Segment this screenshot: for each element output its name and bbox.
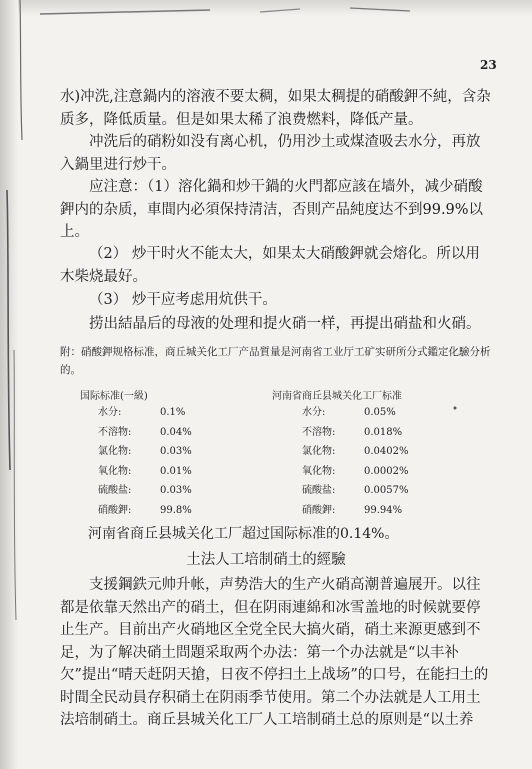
row-label: 氧化物: xyxy=(98,465,132,477)
paragraph-mother-liquor: 捞出結晶后的母液的处理和提火硝一样，再提出硝盐和火硝。 xyxy=(89,316,481,332)
table-row xyxy=(98,462,192,482)
row-value: 0.03% xyxy=(160,485,192,497)
factory-standard-table xyxy=(302,403,409,521)
row-label: 硝酸鉀: xyxy=(302,504,336,516)
row-value: 99.8% xyxy=(160,504,192,516)
row-value: 0.018% xyxy=(364,426,403,438)
row-value: 0.03% xyxy=(160,446,192,458)
section-title: 土法人工培制硝土的經驗 xyxy=(186,552,346,568)
row-label: 硝酸鉀: xyxy=(98,504,132,516)
table-row xyxy=(302,423,409,443)
paragraph-drying: 冲洗后的硝粉如没有离心机，仍用沙土或煤渣吸去水分，再放入鍋里进行炒干。 xyxy=(60,134,481,173)
section-body: 支援鋼鉄元帅升帐，声势浩大的生产火硝高潮普遍展开。以往都是依靠天然出产的硝土，但在阴雨連綿和冰雪盖地的时候就要停止生产。目前出产火硝地区全党全民大搞火硝，硝土来源更感到不足，为了解决硝土問題采取两个办法：第一个办法就是“以丰补欠”提出“晴天赶阴天搶，日夜不停扫土上战场”的口号，在能扫土的时間全民动員存积硝土在阴雨季节使用。第二个办法就是人工用土法培制硝土。商丘县城关化工厂人工培制硝土总的原则是“以土养 xyxy=(60,577,489,728)
row-value: 99.94% xyxy=(364,504,403,516)
row-label: 硫酸盐: xyxy=(302,485,336,497)
row-label: 水分: xyxy=(302,407,326,418)
row-label: 不溶物: xyxy=(98,426,132,438)
paragraph-rinsing: 水)冲洗,注意鍋内的溶液不要太稠，如果太稠提的硝酸鉀不純，含杂质多，降低质量。但是如果太稀了浪费燃料，降低产量。 xyxy=(60,89,491,128)
paragraph-note-2: （2） 炒干时火不能太大，如果太大硝酸鉀就会熔化。所以用木柴烧最好。 xyxy=(60,246,480,285)
factory-standard-header: 河南省商丘县城关化工厂标准 xyxy=(272,391,402,402)
table-row xyxy=(302,442,409,462)
table-row xyxy=(302,403,409,423)
intl-standard-header: 国际标准(一級) xyxy=(80,391,148,402)
table-row xyxy=(98,481,192,501)
row-label: 氯化物: xyxy=(302,446,336,458)
table-row xyxy=(302,462,409,482)
spec-note: 附：硝酸鉀规格标准，商丘城关化工厂产品質量是河南省工业厅工矿实研所分式鑑定化驗分析的。 xyxy=(60,346,491,376)
row-value: 0.0402% xyxy=(364,446,409,458)
row-value: 0.05% xyxy=(364,407,396,418)
row-value: 0.01% xyxy=(160,465,192,477)
paragraph-note-3: （3） 炒干应考虑用炕供干。 xyxy=(89,292,277,308)
table-row xyxy=(98,403,192,423)
paragraph-note-1: 应注意：（1）溶化鍋和炒干鍋的火門都应該在墙外，减少硝酸鉀内的杂质，車間内必須保持清洁，否則产品純度达不到99.9%以上。 xyxy=(60,179,484,240)
table-row xyxy=(302,481,409,501)
row-label: 水分: xyxy=(98,407,122,418)
row-value: 0.0002% xyxy=(364,465,409,477)
row-label: 不溶物: xyxy=(302,426,336,438)
summary-line: 河南省商丘县城关化工厂超过国际标准的0.14%。 xyxy=(88,526,399,542)
row-value: 0.1% xyxy=(160,407,186,418)
intl-standard-table xyxy=(98,403,192,521)
row-label: 氯化物: xyxy=(98,446,132,458)
row-label: 氧化物: xyxy=(302,465,336,477)
row-value: 0.04% xyxy=(160,426,192,438)
table-row xyxy=(302,501,409,521)
table-row xyxy=(98,442,192,462)
page-number: 23 xyxy=(480,58,497,72)
table-row xyxy=(98,423,192,443)
row-value: 0.0057% xyxy=(364,485,409,497)
table-row xyxy=(98,501,192,521)
row-label: 硫酸盐: xyxy=(98,485,132,497)
